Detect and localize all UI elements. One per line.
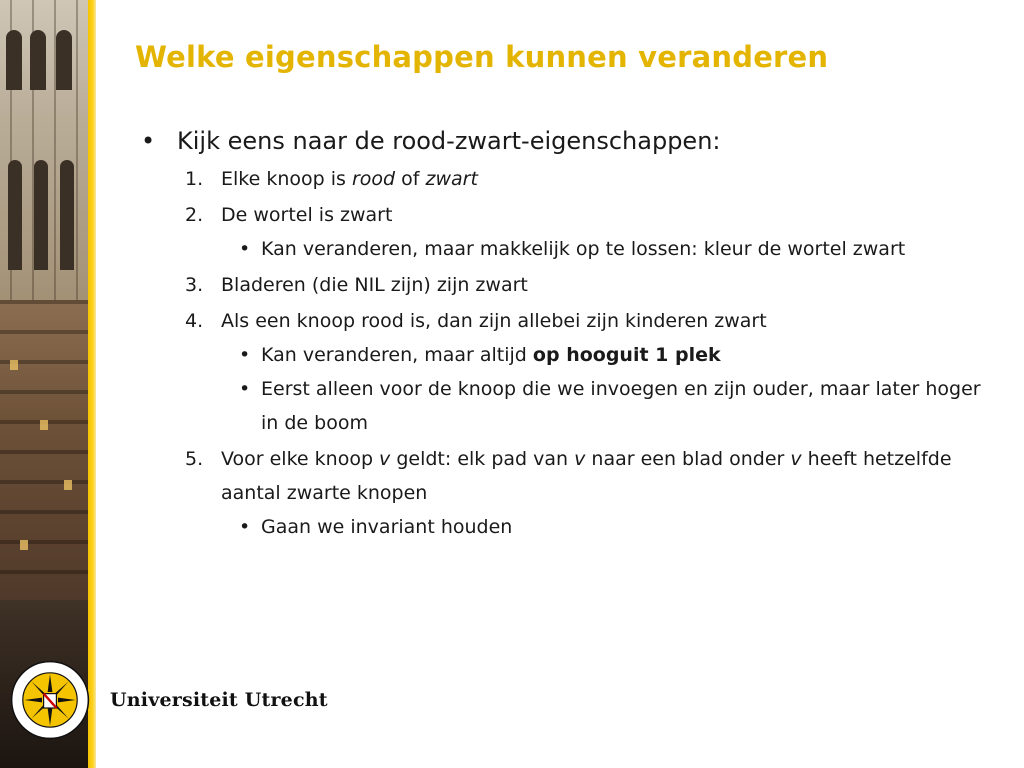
item-text: De wortel is zwart — [221, 204, 393, 226]
university-name: Universiteit Utrecht — [110, 689, 328, 711]
list-item-5 — [135, 442, 995, 510]
list-item-3 — [135, 268, 995, 302]
item-text: heeft hetzelfde aantal zwarte knopen — [221, 448, 952, 504]
list-item-1 — [135, 162, 995, 196]
item-number: 1. — [185, 168, 204, 190]
item-text: geldt: elk pad van — [390, 448, 575, 470]
sub-bullet-marker: • — [239, 344, 251, 366]
item-number: 5. — [185, 448, 204, 470]
item-number: 4. — [185, 310, 204, 332]
tower-window — [6, 30, 22, 90]
item-italic: v — [379, 448, 391, 470]
dom-tower-photo — [0, 0, 88, 768]
canal-houses — [0, 300, 88, 600]
tower-window — [34, 160, 48, 270]
item-text: Elke knoop is — [221, 168, 352, 190]
lit-window — [40, 420, 48, 430]
item-italic: v — [790, 448, 802, 470]
list-item-2 — [135, 198, 995, 232]
sub-bullet-marker: • — [239, 378, 251, 400]
item-text: Voor elke knoop — [221, 448, 380, 470]
sub-item — [135, 372, 995, 440]
sub-item — [135, 510, 995, 544]
item-text: Bladeren (die NIL zijn) zijn zwart — [221, 274, 528, 296]
main-bullet-text: Kijk eens naar de rood-zwart-eigenschappen: — [177, 127, 721, 155]
sub-item-text: Gaan we invariant houden — [261, 516, 513, 538]
university-logo — [10, 660, 328, 740]
tower-window — [56, 30, 72, 90]
bullet-marker: • — [141, 127, 156, 155]
lit-window — [20, 540, 28, 550]
accent-bar — [88, 0, 96, 768]
lit-window — [10, 360, 18, 370]
sub-bullet-marker: • — [239, 516, 251, 538]
sub-item-text: Kan veranderen, maar altijd — [261, 344, 533, 366]
tower-window — [60, 160, 74, 270]
lit-window — [64, 480, 72, 490]
slide-title: Welke eigenschappen kunnen veranderen — [135, 40, 829, 74]
sub-item-text: Eerst alleen voor de knoop die we invoegen en zijn ouder, maar later hoger in de boom — [261, 378, 981, 434]
item-italic: rood — [351, 168, 396, 190]
item-number: 2. — [185, 204, 204, 226]
sub-item-bold: op hooguit 1 plek — [532, 344, 721, 366]
list-item-4 — [135, 304, 995, 338]
slide-content — [135, 122, 995, 544]
item-text: of — [395, 168, 426, 190]
item-text: Als een knoop rood is, dan zijn allebei zijn kinderen zwart — [221, 310, 767, 332]
sub-item — [135, 232, 995, 266]
university-seal-icon — [10, 660, 90, 740]
sub-bullet-marker: • — [239, 238, 251, 260]
sub-item-text: Kan veranderen, maar makkelijk op te lossen: kleur de wortel zwart — [261, 238, 906, 260]
tower-window — [8, 160, 22, 270]
main-bullet — [135, 122, 995, 160]
sub-item — [135, 338, 995, 372]
item-text: naar een blad onder — [585, 448, 791, 470]
item-number: 3. — [185, 274, 204, 296]
item-italic: v — [574, 448, 586, 470]
item-italic: zwart — [425, 168, 478, 190]
tower-window — [30, 30, 46, 90]
